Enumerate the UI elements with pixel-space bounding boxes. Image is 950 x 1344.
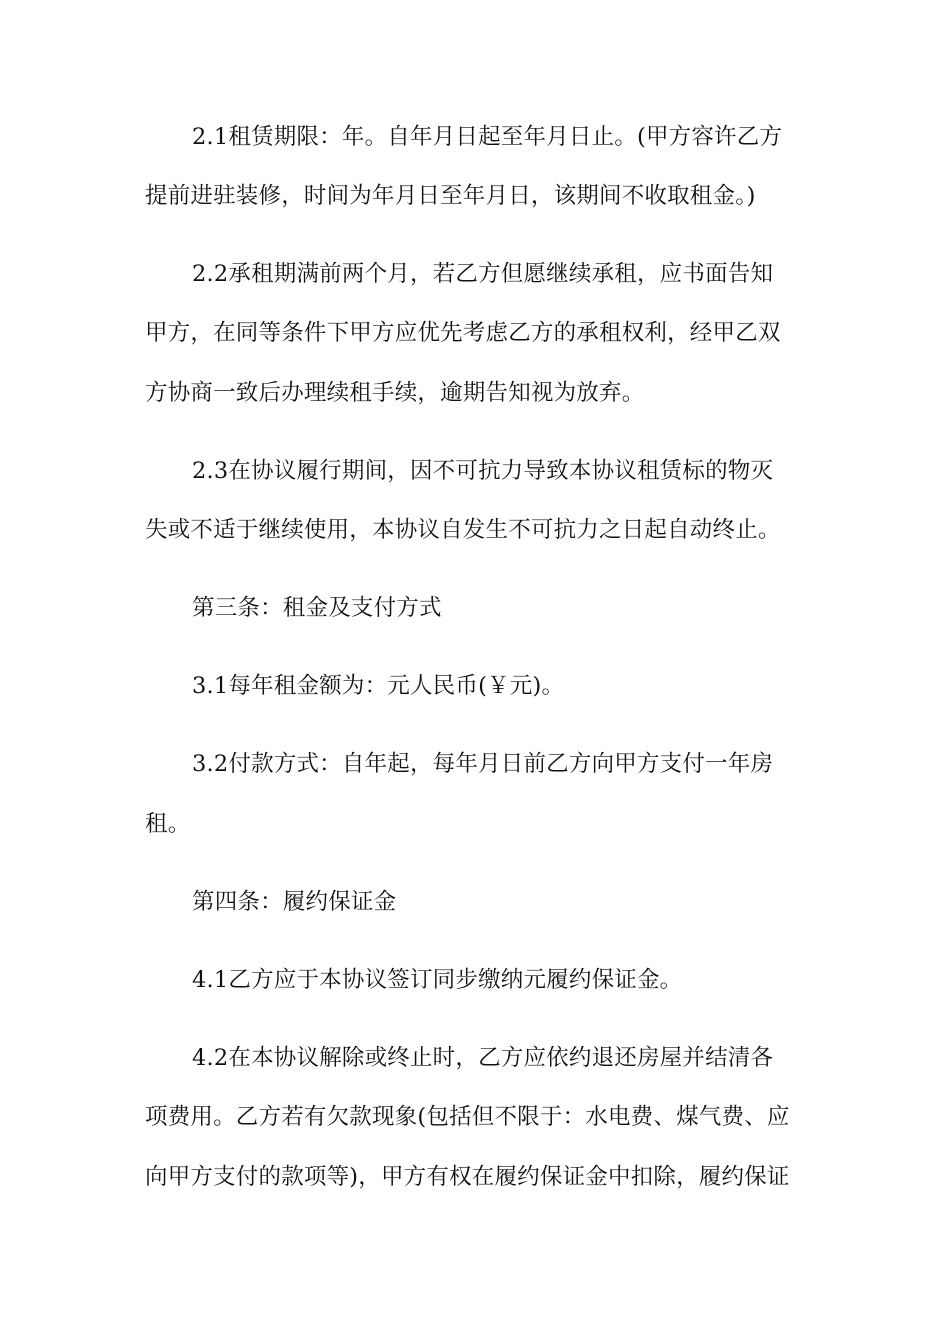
- text-line: 方协商一致后办理续租手续，逾期告知视为放弃。: [145, 380, 645, 406]
- text-line: 4.2在本协议解除或终止时，乙方应依约退还房屋并结清各: [192, 1045, 774, 1071]
- text-line: 3.2付款方式：自年起，每年月日前乙方向甲方支付一年房: [192, 751, 774, 777]
- text-line: 向甲方支付的款项等)，甲方有权在履约保证金中扣除，履约保证: [145, 1164, 790, 1190]
- text-line: 租。: [145, 811, 191, 837]
- text-line: 3.1每年租金额为：元人民币(￥元)。: [192, 673, 565, 699]
- text-line: 提前进驻装修，时间为年月日至年月日，该期间不收取租金。): [145, 183, 756, 209]
- section-heading: 第三条：租金及支付方式: [192, 595, 442, 621]
- section-heading: 第四条：履约保证金: [192, 889, 397, 915]
- text-line: 甲方，在同等条件下甲方应优先考虑乙方的承租权利，经甲乙双: [145, 320, 781, 346]
- text-line: 2.1租赁期限：年。自年月日起至年月日止。(甲方容许乙方: [192, 124, 783, 150]
- text-line: 项费用。乙方若有欠款现象(包括但不限于：水电费、煤气费、应: [145, 1104, 790, 1130]
- text-line: 2.2承租期满前两个月，若乙方但愿继续承租，应书面告知: [192, 261, 774, 287]
- text-line: 4.1乙方应于本协议签订同步缴纳元履约保证金。: [192, 967, 683, 993]
- text-line: 失或不适于继续使用，本协议自发生不可抗力之日起自动终止。: [145, 517, 781, 543]
- text-line: 2.3在协议履行期间，因不可抗力导致本协议租赁标的物灭: [192, 458, 774, 484]
